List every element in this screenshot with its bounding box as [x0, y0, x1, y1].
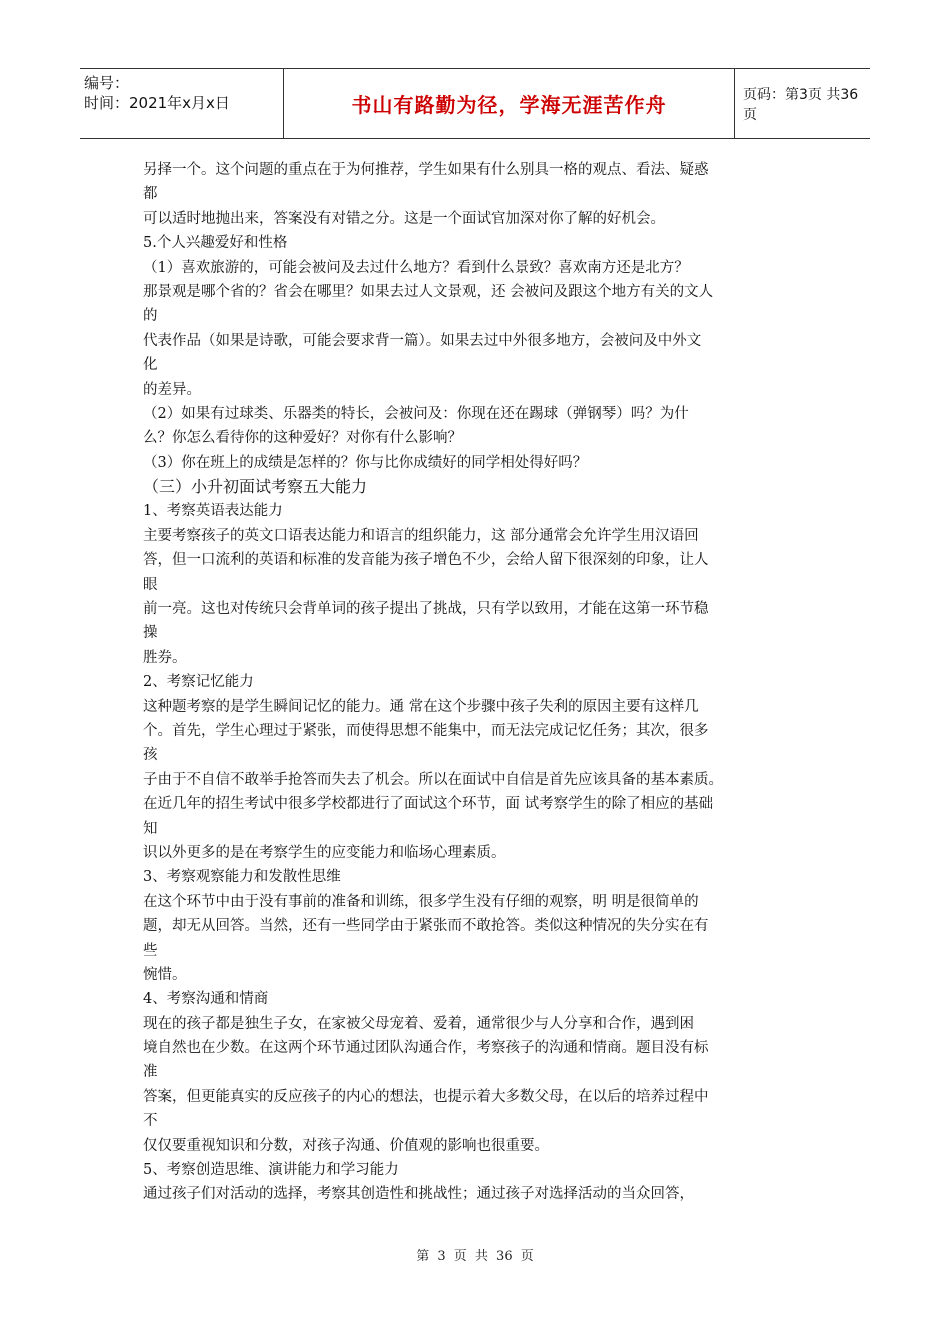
body-line: 通过孩子们对活动的选择，考察其创造性和挑战性；通过孩子对选择活动的当众回答， — [143, 1186, 694, 1203]
body-line: 知 — [143, 820, 158, 837]
body-line: 4、考察沟通和情商 — [143, 991, 269, 1008]
page-header — [80, 68, 870, 139]
body-line: 3、考察观察能力和发散性思维 — [143, 869, 341, 886]
body-line: 可以适时地抛出来，答案没有对错之分。这是一个面试官加深对你了解的好机会。 — [143, 210, 665, 227]
body-line: 些 — [143, 942, 158, 959]
body-line: 眼 — [143, 576, 158, 593]
body-line: 1、考察英语表达能力 — [143, 503, 283, 520]
header-page-label: 页码：第3页 共36页 — [743, 86, 859, 123]
body-line: 前一亮。这也对传统只会背单词的孩子提出了挑战，只有学以致用，才能在这第一环节稳 — [143, 601, 709, 618]
body-line: 惋惜。 — [143, 966, 187, 983]
body-line: （2）如果有过球类、乐器类的特长，会被问及：你现在还在踢球（弹钢琴）吗？为什 — [143, 405, 689, 422]
document-body — [143, 158, 823, 1207]
body-line: 这种题考察的是学生瞬间记忆的能力。通 常在这个步骤中孩子失利的原因主要有这样几 — [143, 698, 699, 715]
body-line: 识以外更多的是在考察学生的应变能力和临场心理素质。 — [143, 844, 506, 861]
body-line: 另择一个。这个问题的重点在于为何推荐，学生如果有什么别具一格的观点、看法、疑惑 — [143, 162, 709, 178]
body-line: 的差异。 — [143, 381, 201, 398]
body-line: 答案，但更能真实的反应孩子的内心的想法，也提示着大多数父母，在以后的培养过程中 — [143, 1088, 709, 1105]
body-line: 不 — [143, 1113, 158, 1130]
body-line: 5、考察创造思维、演讲能力和学习能力 — [143, 1162, 399, 1179]
header-meta — [80, 69, 283, 138]
body-line: 操 — [143, 625, 158, 642]
page-footer: 第 3 页 共 36 页 — [416, 1249, 534, 1264]
body-line: 题，却无从回答。当然，还有一些同学由于紧张而不敢抢答。类似这种情况的失分实在有 — [143, 918, 709, 935]
document-number-label: 编号： — [84, 74, 130, 92]
body-line: 仅仅要重视知识和分数，对孩子沟通、价值观的影响也很重要。 — [143, 1137, 549, 1154]
body-line: 准 — [143, 1064, 158, 1081]
body-line: （1）喜欢旅游的，可能会被问及去过什么地方？看到什么景致？喜欢南方还是北方？ — [143, 259, 689, 276]
body-line: 境自然也在少数。在这两个环节通过团队沟通合作，考察孩子的沟通和情商。题目没有标 — [143, 1040, 709, 1057]
body-line: 答，但一口流利的英语和标准的发音能为孩子增色不少，会给人留下很深刻的印象，让人 — [143, 552, 709, 569]
body-line: 子由于不自信不敢举手抢答而失去了机会。所以在面试中自信是首先应该具备的基本素质。 — [143, 771, 723, 788]
body-line: （三）小升初面试考察五大能力 — [143, 477, 368, 497]
body-line: 那景观是哪个省的？省会在哪里？如果去过人文景观，还 会被问及跟这个地方有关的文人 — [143, 283, 714, 300]
body-line: 现在的孩子都是独生子女，在家被父母宠着、爱着，通常很少与人分享和合作，遇到困 — [143, 1015, 694, 1032]
body-line: 化 — [143, 357, 158, 374]
body-line: 代表作品（如果是诗歌，可能会要求背一篇）。如果去过中外很多地方，会被问及中外文 — [143, 332, 702, 349]
body-line: 都 — [143, 186, 158, 203]
body-line: 么？你怎么看待你的这种爱好？对你有什么影响？ — [143, 430, 462, 447]
body-line: 孩 — [143, 747, 158, 764]
document-date-label: 时间：2021年x月x日 — [84, 94, 230, 112]
body-line: 5.个人兴趣爱好和性格 — [143, 235, 288, 252]
body-line: （3）你在班上的成绩是怎样的？你与比你成绩好的同学相处得好吗？ — [143, 454, 588, 471]
body-line: 在这个环节中由于没有事前的准备和训练，很多学生没有仔细的观察，明 明是很简单的 — [143, 893, 699, 910]
body-line: 2、考察记忆能力 — [143, 674, 254, 691]
header-motto: 书山有路勤为径，学海无涯苦作舟 — [283, 69, 735, 138]
body-line: 的 — [143, 308, 158, 325]
body-line: 在近几年的招生考试中很多学校都进行了面试这个环节，面 试考察学生的除了相应的基础 — [143, 796, 714, 813]
body-line: 主要考察孩子的英文口语表达能力和语言的组织能力，这 部分通常会允许学生用汉语回 — [143, 527, 699, 544]
body-line: 个。首先，学生心理过于紧张，而使得思想不能集中，而无法完成记忆任务；其次，很多 — [143, 722, 709, 739]
body-line: 胜券。 — [143, 649, 187, 666]
